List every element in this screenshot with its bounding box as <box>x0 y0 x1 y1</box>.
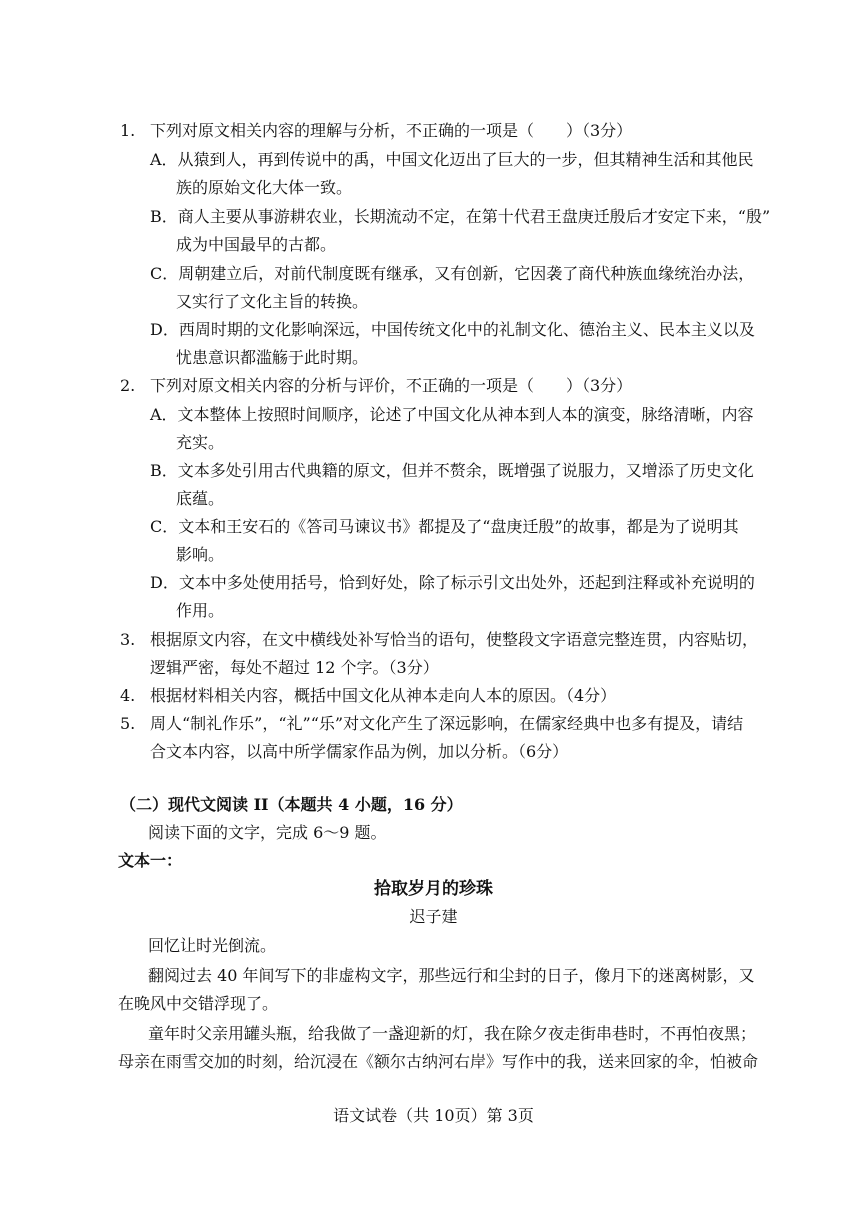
article-paragraph-3-line-1: 童年时父亲用罐头瓶，给我做了一盏迎新的灯，我在除夕夜走街串巷时，不再怕夜黑； <box>148 1024 757 1043</box>
question-1-stem: 下列对原文相关内容的理解与分析，不正确的一项是（ ）（3分） <box>150 121 633 140</box>
question-5-line-2: 合文本内容，以高中所学儒家作品为例，加以分析。（6分） <box>150 742 569 761</box>
question-1-option-b-cont: 成为中国最早的古都。 <box>176 235 337 254</box>
question-3-line-2: 逻辑严密，每处不超过 12 个字。（3分） <box>150 658 439 677</box>
article-paragraph-1: 回忆让时光倒流。 <box>148 936 277 955</box>
question-2-option-b: B．文本多处引用古代典籍的原文，但并不赘余，既增强了说服力，又增添了历史文化 <box>150 461 754 480</box>
question-4-number: 4. <box>120 686 136 705</box>
section-instruction: 阅读下面的文字，完成 6～9 题。 <box>148 823 387 842</box>
question-2-option-a: A．文本整体上按照时间顺序，论述了中国文化从神本到人本的演变，脉络清晰，内容 <box>150 405 754 424</box>
section-heading: （二）现代文阅读 II（本题共 4 小题，16 分） <box>120 795 463 814</box>
question-1-option-c: C．周朝建立后，对前代制度既有继承，又有创新，它因袭了商代种族血缘统治办法， <box>150 264 755 283</box>
question-2-stem: 下列对原文相关内容的分析与评价，不正确的一项是（ ）（3分） <box>150 376 633 395</box>
page-footer: 语文试卷（共 10页）第 3页 <box>333 1106 534 1125</box>
article-paragraph-3-line-2: 母亲在雨雪交加的时刻，给沉浸在《额尔古纳河右岸》写作中的我，送来回家的伞，怕被命 <box>118 1052 759 1071</box>
question-5-line-1: 周人“制礼作乐”，“礼”“乐”对文化产生了深远影响，在儒家经典中也多有提及，请结 <box>150 714 744 733</box>
article-author: 迟子建 <box>409 907 458 926</box>
article-paragraph-2-line-2: 在晚风中交错浮现了。 <box>118 994 279 1013</box>
question-2-option-d-cont: 作用。 <box>176 601 225 620</box>
question-3-line-1: 根据原文内容，在文中横线处补写恰当的语句，使整段文字语意完整连贯，内容贴切， <box>150 630 759 649</box>
question-3-number: 3. <box>120 630 136 649</box>
question-1-option-d-cont: 忧患意识都滥觞于此时期。 <box>176 348 369 367</box>
question-1-option-b: B．商人主要从事游耕农业，长期流动不定，在第十代君王盘庚迁殷后才安定下来，“殷” <box>150 207 771 226</box>
question-1-option-c-cont: 又实行了文化主旨的转换。 <box>176 292 369 311</box>
question-5-number: 5. <box>120 714 136 733</box>
question-2-option-c-cont: 影响。 <box>176 545 225 564</box>
question-1-option-d: D．西周时期的文化影响深远，中国传统文化中的礼制文化、德治主义、民本主义以及 <box>150 320 755 339</box>
question-2-option-d: D．文本中多处使用括号，恰到好处，除了标示引文出处外，还起到注释或补充说明的 <box>150 573 755 592</box>
question-4-line-1: 根据材料相关内容，概括中国文化从神本走向人本的原因。（4分） <box>150 686 617 705</box>
article-title: 拾取岁月的珍珠 <box>374 879 493 899</box>
question-1-option-a-cont: 族的原始文化大体一致。 <box>176 178 353 197</box>
question-2-option-a-cont: 充实。 <box>176 433 225 452</box>
question-1-number: 1. <box>120 121 136 140</box>
article-paragraph-2-line-1: 翻阅过去 40 年间写下的非虚构文字，那些远行和尘封的日子，像月下的迷离树影，又 <box>148 966 755 985</box>
question-1-option-a: A．从猿到人，再到传说中的禹，中国文化迈出了巨大的一步，但其精神生活和其他民 <box>150 150 754 169</box>
question-2-number: 2. <box>120 376 136 395</box>
question-2-option-c: C．文本和王安石的《答司马谏议书》都提及了“盘庚迁殷”的故事，都是为了说明其 <box>150 517 739 536</box>
question-2-option-b-cont: 底蕴。 <box>176 489 225 508</box>
text-label: 文本一： <box>118 851 183 870</box>
